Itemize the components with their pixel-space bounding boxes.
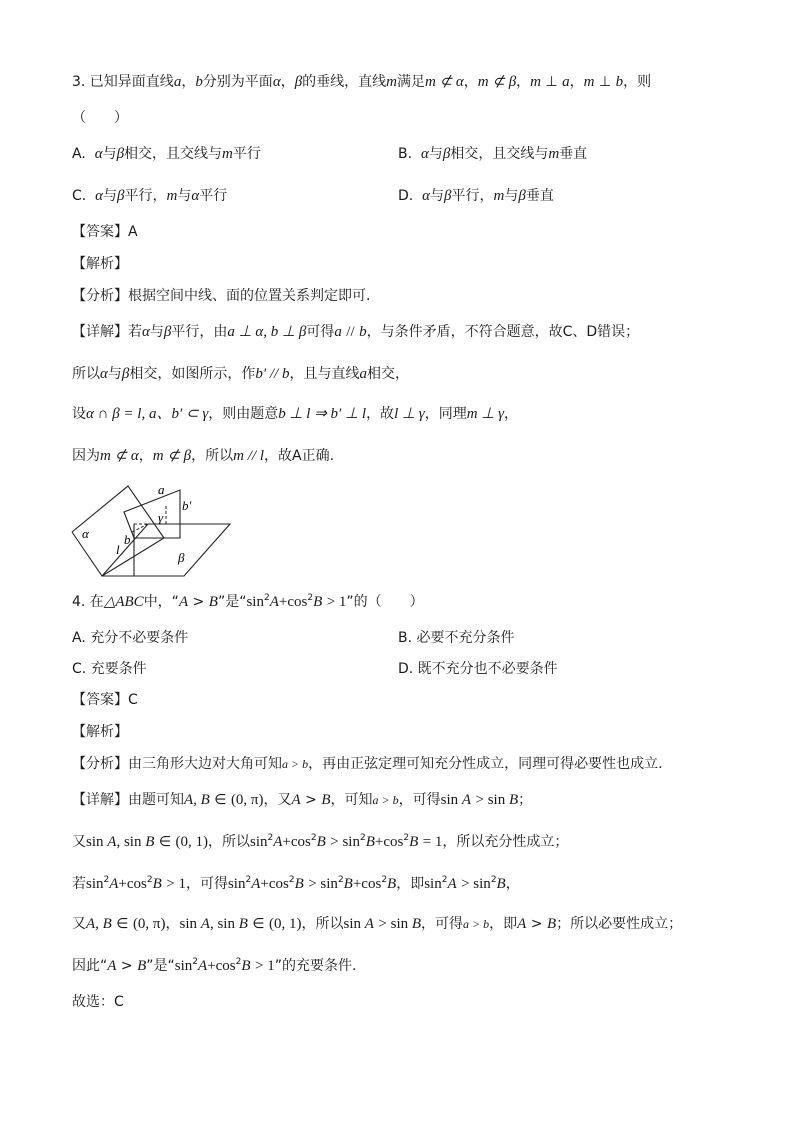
label-l: l [116,542,120,557]
label-b: b [124,532,131,547]
q4-detail-line-3: 若$\sin^2A+\cos^2B > 1$，可得$\sin^2A+\cos^2B > \sin^2B+\cos^2B$，即$\sin^2A > \sin^2B$， [72,875,520,892]
q4-final-answer: 故选：C [72,994,124,1010]
q3-detail-line-2: 所以α与β相交，如图所示，作b′ // b，且与直线a相交， [72,366,409,382]
q3-stem: 3. 已知异面直线a，b分别为平面α，β的垂线，直线m满足m ⊄ α，m ⊄ β，m ⊥ a，m ⊥ b，则 [72,74,652,90]
q3-stem-text: 3. 已知异面直线 [72,74,174,90]
q3-option-a: A. α与β相交，且交线与m平行 [72,146,261,162]
label-b-prime: b′ [182,498,192,513]
q4-fenxi: 【分析】由三角形大边对大角可知a > b，再由正弦定理可知充分性成立，同理可得必要性也成立. [72,756,663,772]
q4-answer: 【答案】C [72,692,138,708]
q4-detail-line-4: 又A, B ∈ (0, π)，sin A, sin B ∈ (0, 1)，所以sin A > sin B，可得a > b，即A > B；所以必要性成立； [72,916,683,932]
q4-detail-line-2: 又sin A, sin B ∈ (0, 1)，所以$\sin^2A+\cos^2B > \sin^2B+\cos^2B = 1$，所以充分性成立； [72,833,569,850]
q3-option-d: D. α与β平行，m与β垂直 [398,188,554,204]
q4-option-c: C. 充要条件 [72,661,147,677]
q4-stem: 4. 在△ABC中，“A > B”是“$\sin^2A+\cos^2B > 1$”的（ ） [72,593,424,610]
q4-option-a: A. 充分不必要条件 [72,630,189,646]
label-beta: β [178,550,185,565]
q3-detail-line-4: 因为m ⊄ α，m ⊄ β，所以m // l，故A正确. [72,448,335,464]
q3-paren: （ ） [72,110,128,126]
q3-fenxi: 【分析】根据空间中线、面的位置关系判定即可. [72,288,371,304]
q3-answer: 【答案】A [72,224,138,240]
q4-option-b: B. 必要不充分条件 [398,630,515,646]
q4-detail-line-1: 【详解】由题可知A, B ∈ (0, π)，又A > B，可知a > b，可得sin A > sin B； [72,792,533,808]
label-a: a [158,482,165,497]
plane-gamma [124,490,180,538]
q3-detail-line-3: 设α ∩ β = l, a、b′ ⊂ γ，则由题意b ⊥ l ⇒ b′ ⊥ l，故l ⊥ γ，同理m ⊥ γ， [72,406,519,422]
label-alpha: α [82,526,89,541]
geometry-figure [66,480,238,580]
q3-option-b: B. α与β相交，且交线与m垂直 [398,146,588,162]
q3-option-c: C. α与β平行，m与α平行 [72,188,228,204]
label-gamma: γ [158,510,164,525]
q4-detail-line-5: 因此“A > B”是“$\sin^2A+\cos^2B > 1$”的充要条件. [72,957,357,974]
plane-beta [102,524,230,576]
q4-option-d: D. 既不充分也不必要条件 [398,661,558,677]
q3-analysis-heading: 【解析】 [72,256,128,272]
q4-analysis-heading: 【解析】 [72,724,128,740]
q3-detail-line-1: 【详解】若α与β平行，由a ⊥ α, b ⊥ β可得a // b，与条件矛盾，不符合题意，故C、D错误； [72,324,640,340]
